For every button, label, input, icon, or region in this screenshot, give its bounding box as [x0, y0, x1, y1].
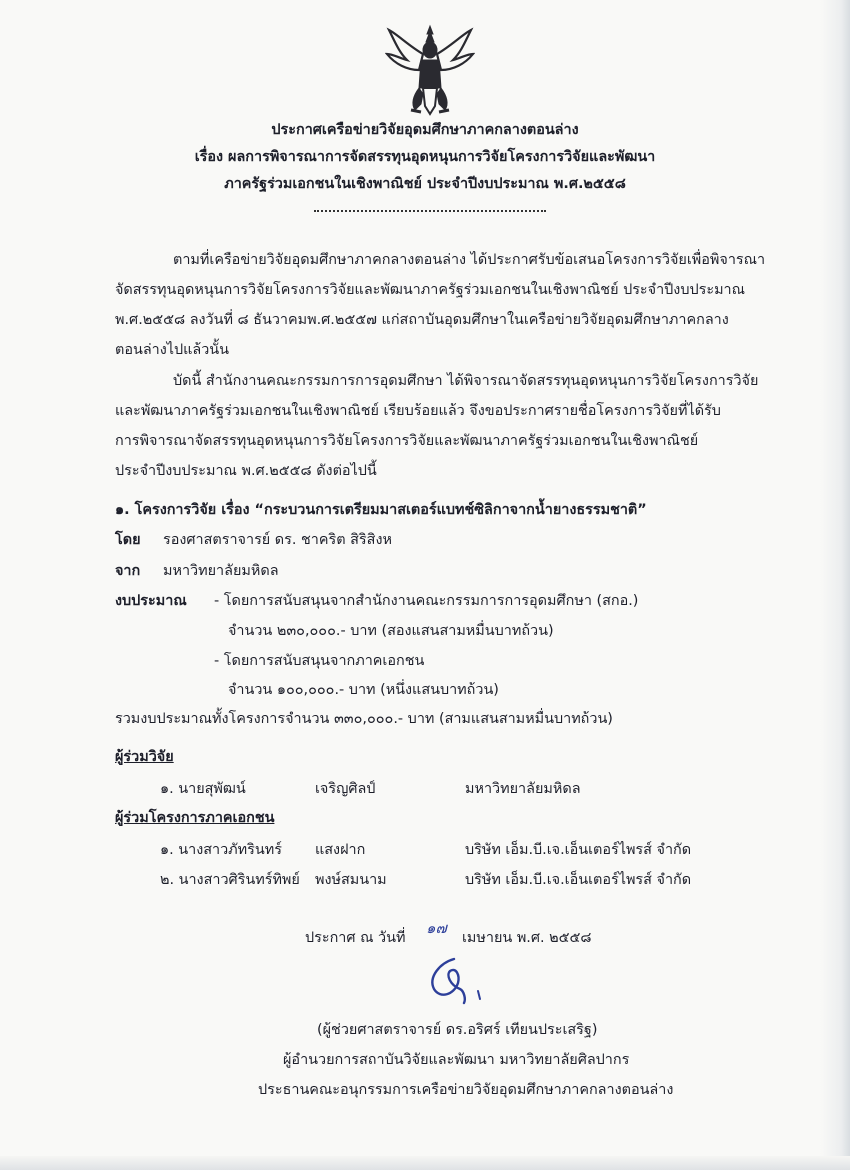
budget-item: จำนวน ๑๐๐,๐๐๐.- บาท (หนึ่งแสนบาทถ้วน)	[228, 682, 499, 698]
garuda-emblem-icon	[385, 24, 475, 120]
partner-org: บริษัท เอ็ม.บี.เจ.เอ็นเตอร์ไพรส์ จำกัด	[465, 872, 692, 888]
para1-line4: ตอนล่างไปแล้วนั้น	[115, 342, 229, 358]
doc-title-line3: ภาครัฐร่วมเอกชนในเชิงพาณิชย์ ประจำปีงบประมาณ พ.ศ.๒๕๕๘	[224, 176, 626, 192]
from-label: จาก	[115, 563, 141, 579]
para2-line4: ประจำปีงบประมาณ พ.ศ.๒๕๕๘ ดังต่อไปนี้	[115, 463, 377, 479]
signature-mark	[420, 955, 490, 1005]
budget-item: - โดยการสนับสนุนจากสำนักงานคณะกรรมการการอุดมศึกษา (สกอ.)	[214, 593, 639, 609]
co-researcher-org: มหาวิทยาลัยมหิดล	[465, 781, 581, 797]
scan-shadow-bottom	[0, 1156, 850, 1170]
from-value: มหาวิทยาลัยมหิดล	[163, 563, 279, 579]
announce-suffix: เมษายน พ.ศ. ๒๕๕๘	[462, 930, 592, 946]
budget-label: งบประมาณ	[115, 593, 187, 609]
para1-line2: จัดสรรทุนอุดหนุนการวิจัยโครงการวิจัยและพัฒนาภาครัฐร่วมเอกชนในเชิงพาณิชย์ ประจำปีงบประมาณ	[115, 282, 745, 298]
partner-name: ๑. นางสาวภัทรินทร์	[160, 842, 282, 858]
by-label: โดย	[115, 532, 141, 548]
handwritten-day: ๑๗	[426, 919, 447, 937]
co-researcher-surname: เจริญศิลป์	[315, 781, 376, 797]
signatory-name: (ผู้ช่วยศาสตราจารย์ ดร.อริศร์ เทียนประเสริฐ)	[317, 1022, 598, 1038]
project-heading: ๑. โครงการวิจัย เรื่อง “กระบวนการเตรียมมาสเตอร์แบทช์ซิลิกาจากน้ำยางธรรมชาติ”	[115, 502, 647, 518]
announce-prefix: ประกาศ ณ วันที่	[305, 930, 406, 946]
partner-org: บริษัท เอ็ม.บี.เจ.เอ็นเตอร์ไพรส์ จำกัด	[465, 842, 692, 858]
para1-line3: พ.ศ.๒๕๕๘ ลงวันที่ ๘ ธันวาคมพ.ศ.๒๕๕๗ แก่สถาบันอุดมศึกษาในเครือข่ายวิจัยอุดมศึกษาภาคกลาง	[115, 312, 729, 328]
partner-surname: พงษ์สมนาม	[315, 872, 387, 888]
private-partners-heading: ผู้ร่วมโครงการภาคเอกชน	[115, 810, 275, 826]
partner-name: ๒. นางสาวศิรินทร์ทิพย์	[160, 872, 300, 888]
partner-surname: แสงฝาก	[315, 842, 366, 858]
para2-line2: และพัฒนาภาครัฐร่วมเอกชนในเชิงพาณิชย์ เรียบร้อยแล้ว จึงขอประกาศรายชื่อโครงการวิจัยที่ได้รับ	[115, 403, 721, 419]
doc-title-line1: ประกาศเครือข่ายวิจัยอุดมศึกษาภาคกลางตอนล่าง	[271, 122, 579, 138]
title-divider	[314, 210, 546, 212]
signatory-title1: ผู้อำนวยการสถาบันวิจัยและพัฒนา มหาวิทยาลัยศิลปากร	[283, 1052, 630, 1068]
by-value: รองศาสตราจารย์ ดร. ชาคริต สิริสิงห	[163, 532, 392, 548]
budget-item: จำนวน ๒๓๐,๐๐๐.- บาท (สองแสนสามหมื่นบาทถ้วน)	[228, 623, 554, 639]
para2-line3: การพิจารณาจัดสรรทุนอุดหนุนการวิจัยโครงการวิจัยและพัฒนาภาครัฐร่วมเอกชนในเชิงพาณิชย์	[115, 433, 699, 449]
co-researchers-heading: ผู้ร่วมวิจัย	[115, 749, 174, 765]
co-researcher-name: ๑. นายสุพัฒน์	[160, 781, 246, 797]
budget-item: - โดยการสนับสนุนจากภาคเอกชน	[214, 653, 425, 669]
para2-line1: บัดนี้ สำนักงานคณะกรรมการการอุดมศึกษา ได้พิจารณาจัดสรรทุนอุดหนุนการวิจัยโครงการวิจัย	[173, 373, 759, 389]
budget-total: รวมงบประมาณทั้งโครงการจำนวน ๓๓๐,๐๐๐.- บาท (สามแสนสามหมื่นบาทถ้วน)	[115, 711, 613, 727]
doc-title-line2: เรื่อง ผลการพิจารณาการจัดสรรทุนอุดหนุนการวิจัยโครงการวิจัยและพัฒนา	[194, 149, 656, 165]
signatory-title2: ประธานคณะอนุกรรมการเครือข่ายวิจัยอุดมศึกษาภาคกลางตอนล่าง	[258, 1082, 674, 1098]
para1-line1: ตามที่เครือข่ายวิจัยอุดมศึกษาภาคกลางตอนล่าง ได้ประกาศรับข้อเสนอโครงการวิจัยเพื่อพิจารณา	[173, 252, 766, 268]
